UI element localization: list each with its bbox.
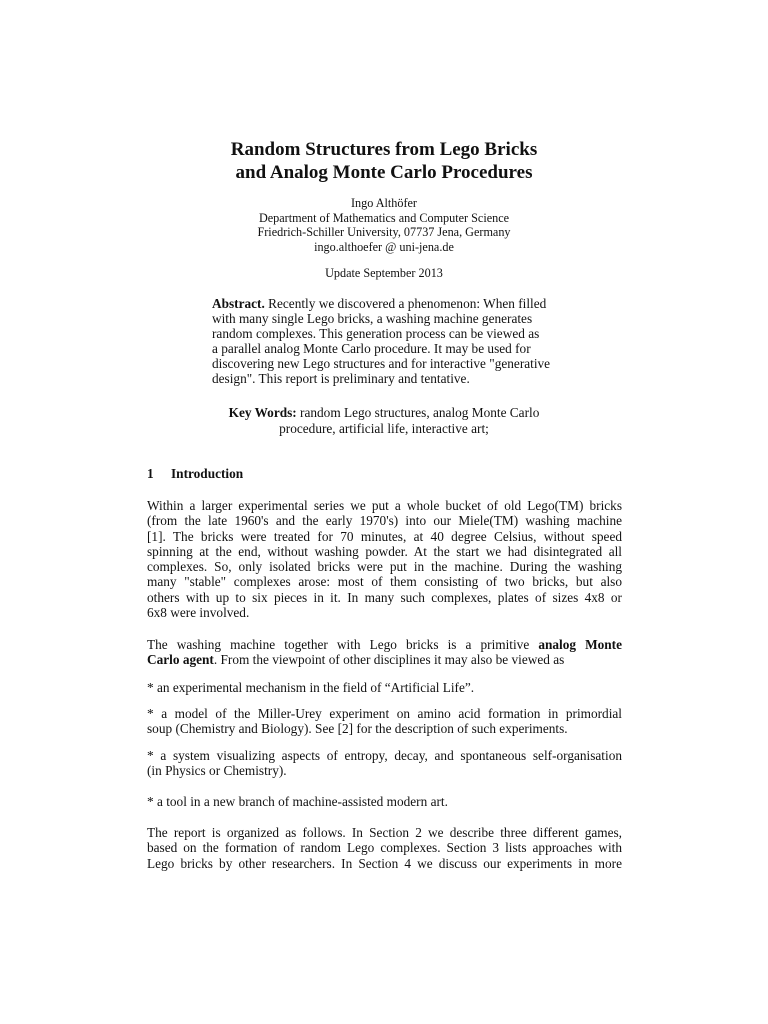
abstract-line-5: discovering new Lego structures and for interactive "generative xyxy=(212,356,551,372)
bullet-modern-art xyxy=(147,794,622,809)
para2-text: . From the viewpoint of other disciplines it may also be viewed as xyxy=(213,652,565,668)
para3-line: based on the formation of random Lego complexes. Section 3 lists approaches with xyxy=(147,840,622,856)
para1-line: spinning at the end, without washing powder. At the start we had disintegrated all xyxy=(147,543,622,559)
bullet-entropy xyxy=(147,748,622,779)
abstract-line-6: design". This report is preliminary and tentative. xyxy=(212,371,470,387)
paper-title xyxy=(0,138,768,184)
bullet-line: (in Physics or Chemistry). xyxy=(147,763,287,779)
para2-bold-term: analog Monte xyxy=(538,637,622,652)
bullet-line: * a model of the Miller-Urey experiment on amino acid formation in primordial xyxy=(147,706,622,721)
para3-line: The report is organized as follows. In Section 2 we describe three different games, xyxy=(147,825,622,840)
author-block xyxy=(0,196,768,254)
abstract-line-4: a parallel analog Monte Carlo procedure. It may be used for xyxy=(212,341,531,357)
author-name: Ingo Althöfer xyxy=(350,196,417,210)
bullet-line: * an experimental mechanism in the field of “Artificial Life”. xyxy=(147,680,475,695)
keywords-block xyxy=(0,405,768,436)
para2-bold-term: Carlo agent xyxy=(147,652,214,668)
keywords-line-2: procedure, artificial life, interactive art; xyxy=(279,420,489,436)
para3-line: Lego bricks by other researchers. In Section 4 we discuss our experiments in more xyxy=(147,855,622,871)
section-heading-introduction xyxy=(147,466,243,482)
para1-line: others with up to six pieces in it. In many such complexes, plates of sizes 4x8 or xyxy=(147,589,622,605)
bullet-miller-urey xyxy=(147,706,622,737)
para1-line: many "stable" complexes arose: most of them consisting of two bricks, but also xyxy=(147,574,622,590)
para1-line: [1]. The bricks were treated for 70 minutes, at 40 degree Celsius, without speed xyxy=(147,528,622,544)
keywords-text-1: random Lego structures, analog Monte Carlo xyxy=(296,405,540,420)
para1-line: Within a larger experimental series we put a whole bucket of old Lego(TM) bricks xyxy=(147,498,622,513)
bullet-artificial-life xyxy=(147,680,622,695)
abstract-line-1 xyxy=(212,296,592,311)
abstract-text-1: Recently we discovered a phenomenon: When filled xyxy=(264,296,547,311)
bullet-line: * a system visualizing aspects of entropy, decay, and spontaneous self-organisation xyxy=(147,748,622,763)
section-number: 1 xyxy=(147,466,154,481)
intro-paragraph-2 xyxy=(147,637,622,668)
para2-line-2 xyxy=(147,652,622,667)
author-department: Department of Mathematics and Computer Science xyxy=(258,210,510,225)
title-line-1: Random Structures from Lego Bricks xyxy=(230,139,538,160)
bullet-line: soup (Chemistry and Biology). See [2] for the description of such experiments. xyxy=(147,721,568,737)
para2-text: The washing machine together with Lego bricks is a primitive xyxy=(147,637,539,652)
title-line-2: and Analog Monte Carlo Procedures xyxy=(235,162,533,183)
author-email: ingo.althoefer @ uni-jena.de xyxy=(314,239,454,254)
para1-line: 6x8 were involved. xyxy=(147,605,250,621)
author-university: Friedrich-Schiller University, 07737 Jena, Germany xyxy=(257,225,511,239)
intro-paragraph-3 xyxy=(147,825,622,871)
section-title: Introduction xyxy=(171,466,244,481)
para2-line-1 xyxy=(147,637,622,652)
intro-paragraph-1 xyxy=(147,498,622,620)
bullet-line: * a tool in a new branch of machine-assisted modern art. xyxy=(147,794,448,809)
abstract-line-3: random complexes. This generation process can be viewed as xyxy=(212,326,540,342)
update-date: Update September 2013 xyxy=(325,266,443,280)
para1-line: complexes. So, only isolated bricks were put in the machine. During the washing xyxy=(147,559,622,575)
keywords-label: Key Words: xyxy=(228,405,297,420)
abstract-label: Abstract. xyxy=(212,296,265,311)
abstract-block xyxy=(212,296,592,387)
keywords-line-1 xyxy=(0,405,768,421)
abstract-line-2: with many single Lego bricks, a washing machine generates xyxy=(212,311,533,327)
para1-line: (from the late 1960's and the early 1970's) into our Miele(TM) washing machine xyxy=(147,513,622,529)
